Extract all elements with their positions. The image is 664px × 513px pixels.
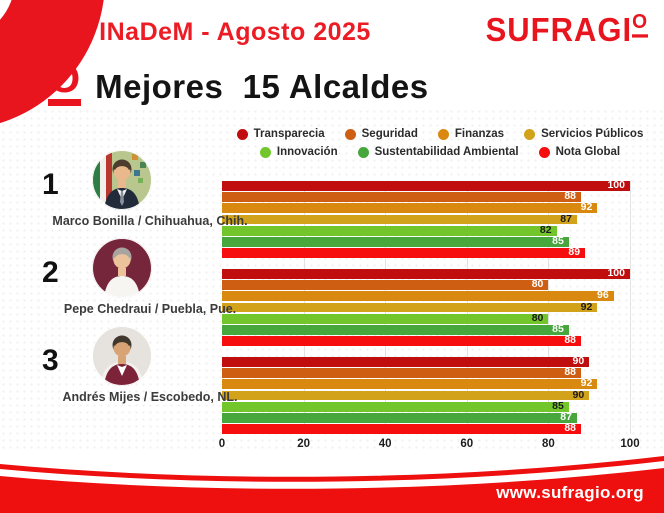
legend-item-transparecia bbox=[237, 128, 325, 140]
mayor-avatar bbox=[92, 238, 152, 298]
bar-value-label: 80 bbox=[531, 278, 544, 291]
rank-number: 3 bbox=[42, 344, 59, 377]
x-axis-tick-20: 20 bbox=[297, 438, 310, 450]
bar-nota-global bbox=[222, 248, 585, 258]
x-axis-tick-80: 80 bbox=[541, 438, 555, 450]
legend-row-2 bbox=[222, 146, 658, 158]
mayor-avatar bbox=[92, 326, 152, 386]
bar-transparecia bbox=[222, 357, 589, 367]
bar-sustentabilidad-ambiental bbox=[222, 237, 569, 247]
mayor-photo bbox=[92, 326, 152, 386]
headline bbox=[48, 57, 429, 106]
bar-value-label: 82 bbox=[539, 223, 552, 236]
legend-color-dot-icon bbox=[539, 147, 550, 158]
bar-value-label: 87 bbox=[560, 212, 572, 225]
bar-sustentabilidad-ambiental bbox=[222, 413, 577, 423]
mayor-photo bbox=[92, 238, 152, 298]
bar-servicios-p-blicos bbox=[222, 388, 589, 401]
legend-color-dot-icon bbox=[438, 129, 449, 140]
headline-text: Mejores 15 Alcaldes bbox=[95, 68, 429, 105]
bar-value-label: 88 bbox=[564, 190, 577, 203]
bar-value-label: 85 bbox=[552, 323, 564, 336]
bar-group-rank-1 bbox=[222, 181, 630, 258]
legend-item-servicios-p-blicos bbox=[524, 128, 643, 140]
bar-value-label: 87 bbox=[560, 411, 572, 424]
bar-chart bbox=[218, 179, 640, 457]
bar-servicios-p-blicos bbox=[222, 212, 577, 225]
legend-item-sustentabilidad-ambiental bbox=[358, 146, 519, 158]
legend-label: Seguridad bbox=[361, 128, 418, 140]
legend-label: Sustentabilidad Ambiental bbox=[374, 146, 519, 158]
chart-gridline bbox=[630, 181, 631, 434]
bar-value-label: 96 bbox=[596, 289, 609, 302]
bar-value-label: 88 bbox=[564, 422, 577, 435]
bar-value-label: 90 bbox=[572, 355, 585, 367]
bar-nota-global bbox=[222, 424, 581, 434]
mayor-profiles bbox=[0, 150, 248, 414]
bar-value-label: 85 bbox=[552, 235, 564, 248]
legend-color-dot-icon bbox=[237, 129, 248, 140]
bar-finanzas bbox=[222, 379, 597, 389]
bar-seguridad bbox=[222, 192, 581, 202]
legend-row-1 bbox=[222, 128, 658, 140]
rank-number: 1 bbox=[42, 168, 59, 201]
legend-color-dot-icon bbox=[358, 147, 369, 158]
legend-color-dot-icon bbox=[524, 129, 535, 140]
mayor-profile-1 bbox=[0, 150, 248, 238]
bar-value-label: 100 bbox=[607, 267, 625, 279]
sufragio-logo-text: SUFRAGI bbox=[485, 10, 633, 49]
mayor-photo bbox=[92, 150, 152, 210]
bar-value-label: 89 bbox=[568, 246, 581, 259]
rank-number: 2 bbox=[42, 256, 59, 289]
bar-value-label: 92 bbox=[580, 300, 593, 313]
bar-seguridad bbox=[222, 280, 548, 290]
legend-color-dot-icon bbox=[260, 147, 271, 158]
bar-finanzas bbox=[222, 291, 614, 301]
website-url-link[interactable]: www.sufragio.org bbox=[496, 483, 644, 502]
bar-sustentabilidad-ambiental bbox=[222, 325, 569, 335]
mayor-name: Marco Bonilla / Chihuahua, Chih. bbox=[52, 214, 248, 228]
bar-value-label: 90 bbox=[572, 388, 585, 401]
bar-value-label: 92 bbox=[580, 377, 593, 390]
bar-value-label: 80 bbox=[531, 311, 544, 324]
x-axis-tick-60: 60 bbox=[460, 438, 474, 450]
o-logo-mark: O bbox=[48, 60, 81, 106]
x-axis-tick-0: 0 bbox=[218, 438, 226, 450]
legend-item-nota-global bbox=[539, 146, 621, 158]
bar-servicios-p-blicos bbox=[222, 300, 597, 313]
bar-transparecia bbox=[222, 269, 630, 279]
bar-value-label: 88 bbox=[564, 366, 577, 379]
mayor-profile-3 bbox=[0, 326, 238, 414]
legend-label: Servicios Públicos bbox=[541, 128, 644, 140]
bar-seguridad bbox=[222, 368, 581, 378]
mayor-name: Andrés Mijes / Escobedo, NL. bbox=[62, 390, 238, 404]
legend-item-seguridad bbox=[345, 128, 418, 140]
legend-item-innovaci-n bbox=[260, 146, 338, 158]
page-title: INaDeM - Agosto 2025 bbox=[99, 18, 371, 46]
bar-transparecia bbox=[222, 181, 630, 191]
sufragio-logo-ordinal-o: O bbox=[632, 11, 648, 38]
legend-color-dot-icon bbox=[345, 129, 356, 140]
bar-value-label: 88 bbox=[564, 334, 577, 347]
legend bbox=[222, 128, 658, 164]
bar-group-rank-3 bbox=[222, 357, 630, 434]
legend-item-finanzas bbox=[438, 128, 504, 140]
bar-group-rank-2 bbox=[222, 269, 630, 346]
bar-value-label: 85 bbox=[552, 399, 564, 412]
legend-label: Transparecia bbox=[253, 128, 325, 140]
sufragio-logo bbox=[486, 11, 648, 50]
legend-label: Innovación bbox=[276, 146, 338, 158]
legend-label: Finanzas bbox=[454, 128, 505, 140]
mayor-profile-2 bbox=[0, 238, 237, 326]
legend-label: Nota Global bbox=[555, 146, 621, 158]
x-axis-tick-40: 40 bbox=[378, 438, 392, 450]
bar-finanzas bbox=[222, 203, 597, 213]
bar-value-label: 92 bbox=[580, 201, 593, 214]
bar-value-label: 100 bbox=[607, 179, 625, 191]
x-axis-tick-100: 100 bbox=[620, 438, 640, 450]
mayor-name: Pepe Chedraui / Puebla, Pue. bbox=[63, 302, 237, 316]
bar-nota-global bbox=[222, 336, 581, 346]
mayor-avatar bbox=[92, 150, 152, 210]
